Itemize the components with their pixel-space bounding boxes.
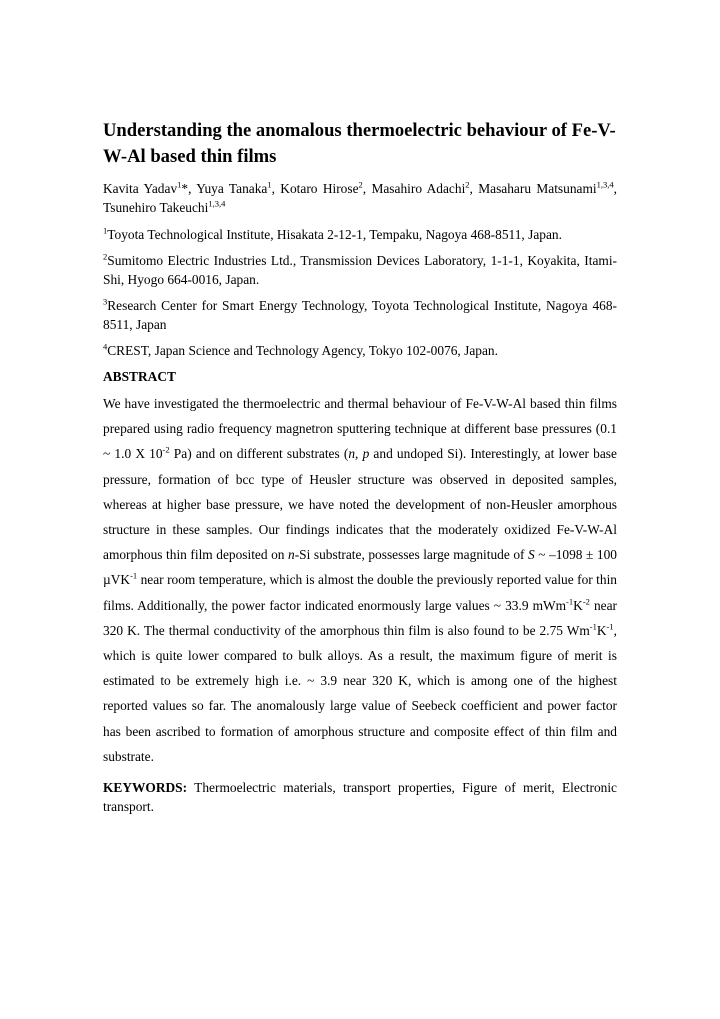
abstract-sup: -2 [582, 596, 590, 607]
author-affil-sup: 1 [267, 179, 272, 190]
paper-page [103, 118, 617, 816]
abstract-text: and undoped Si). Interestingly, at lower base pressure, formation of bcc type of Heusler structure was observed in deposited samples, whereas at higher base pressure, we have noted the development of non-Heusler amorphous structure in these samples. Our findings indicates that the moderately oxidized Fe-V-W-Al amorphous thin film deposited on [103, 446, 617, 563]
abstract-italic: S [528, 547, 535, 563]
abstract-text: , [355, 446, 363, 462]
author-name: Kotaro Hirose [280, 181, 359, 196]
affiliation [103, 341, 617, 360]
corresponding-mark: * [181, 181, 189, 196]
author-name: Masaharu Matsunami [478, 181, 597, 196]
abstract-text: Pa) and on different substrates ( [169, 446, 349, 462]
abstract-sup: -1 [589, 621, 597, 632]
author-name: Tsunehiro Takeuchi [103, 200, 209, 215]
affiliation-sup: 3 [103, 296, 108, 307]
paper-title: Understanding the anomalous thermoelectric behaviour of Fe-V-W-Al based thin films [103, 120, 616, 167]
abstract-text: We have investigated the thermoelectric and thermal behaviour of Fe-V-W-Al based thin films prepared using radio frequency magnetron sputtering technique at different base pressures (0.1 ~ 1.0 X 10 [103, 396, 617, 462]
author-name: Kavita Yadav [103, 181, 178, 196]
affiliation-text: Toyota Technological Institute, Hisakata 2-12-1, Tempaku, Nagoya 468-8511, Japan. [107, 227, 562, 242]
author-name: Yuya Tanaka [196, 181, 268, 196]
abstract-heading: ABSTRACT [103, 369, 176, 384]
abstract-text: -Si substrate, possesses large magnitude of [294, 547, 529, 563]
author-name: Masahiro Adachi [371, 181, 466, 196]
keywords [103, 778, 617, 816]
author-affil-sup: 1,3,4 [596, 179, 614, 190]
abstract-italic: p [362, 446, 370, 462]
abstract-italic: n [348, 446, 356, 462]
abstract-text: K [596, 622, 607, 638]
affiliation-text: CREST, Japan Science and Technology Agency, Tokyo 102-0076, Japan. [107, 343, 498, 358]
affiliation-sup: 2 [103, 251, 108, 262]
abstract-text: near 320 K. The thermal conductivity of the amorphous thin film is also found to be 2.75 Wm [103, 597, 617, 638]
abstract-text: , which is quite lower compared to bulk alloys. As a result, the maximum figure of merit is estimated to be extremely high i.e. ~ 3.9 near 320 K, which is among one of the highest reported values so far. The anomalously large value of Seebeck coefficient and power factor has been ascribed to formation of amorphous structure and composite effect of thin film and substrate. [103, 622, 617, 764]
affiliation [103, 225, 617, 244]
author-affil-sup: 1,3,4 [208, 198, 226, 209]
author-affil-sup: 2 [465, 179, 470, 190]
abstract-text: K [573, 597, 583, 613]
affiliation-text: Research Center for Smart Energy Technology, Toyota Technological Institute, Nagoya 468-8511, Japan [103, 298, 617, 332]
author-list: Kavita Yadav$^1$*, Yuya Tanaka$^1$, Kotaro Hirose$^2$, Masahiro Adachi$^2$, Masaharu Matsunami$^{1,3,4}$, Tsunehiro Takeuchi$^{1,3,4}$ [103, 179, 617, 215]
abstract-sup: -1 [130, 570, 138, 581]
author-affil-sup: 1 [177, 179, 182, 190]
abstract-italic: n [288, 547, 295, 563]
author-affil-sup: 2 [358, 179, 363, 190]
affiliation-sup: 1 [103, 225, 108, 236]
affiliation-text: Sumitomo Electric Industries Ltd., Transmission Devices Laboratory, 1-1-1, Koyakita, Itami-Shi, Hyogo 664-0016, Japan. [103, 253, 617, 287]
affiliation [103, 296, 617, 334]
abstract-text: near room temperature, which is almost the double the previously reported value for thin films. Additionally, the power factor indicated enormously large values ~ 33.9 mWm [103, 572, 617, 613]
keywords-label: KEYWORDS: [103, 780, 188, 796]
abstract-body [103, 391, 617, 769]
abstract-text: ~ –1098 ± 100 µVK [103, 547, 617, 588]
abstract-sup: -1 [566, 596, 574, 607]
affiliation-sup: 4 [103, 341, 108, 352]
keywords-text: Thermoelectric materials, transport properties, Figure of merit, Electronic transport. [103, 780, 617, 815]
abstract-sup: -2 [162, 444, 170, 455]
abstract-sup: -1 [606, 621, 614, 632]
affiliation [103, 251, 617, 289]
